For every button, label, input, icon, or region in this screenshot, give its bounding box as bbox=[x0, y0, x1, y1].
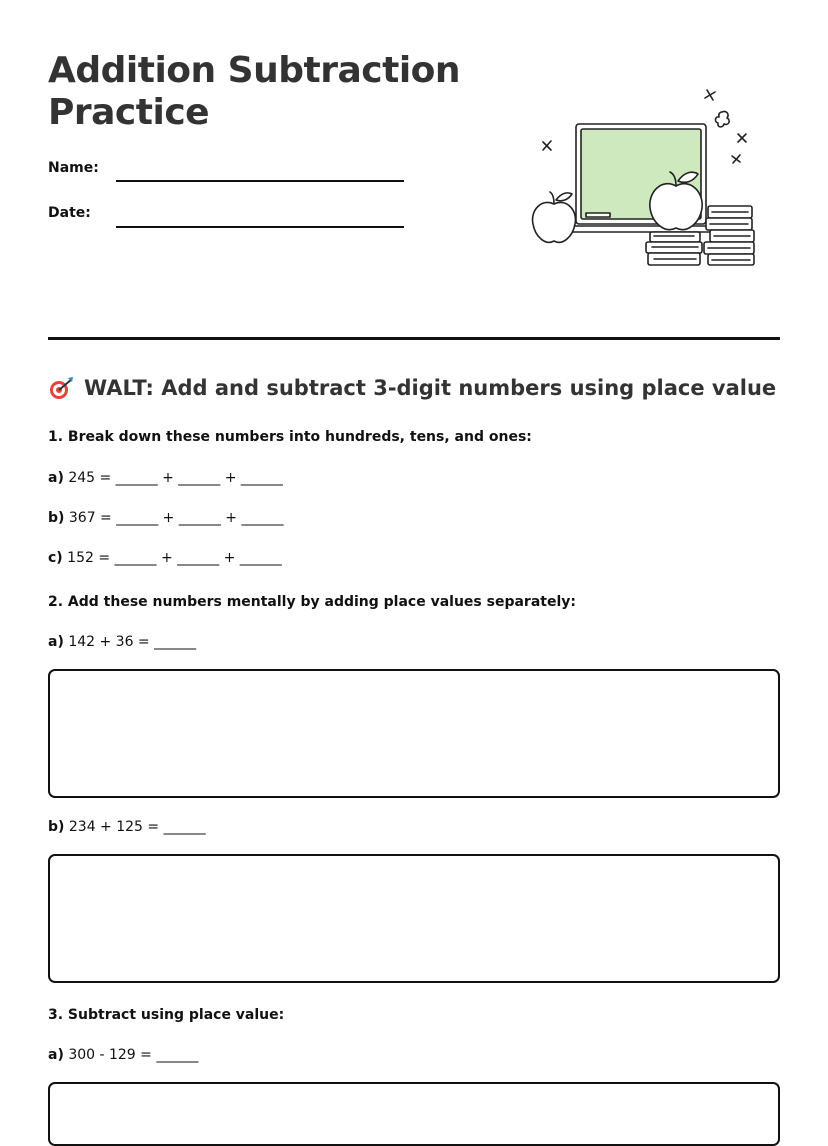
question-1-heading: 1. Break down these numbers into hundreds, tens, and ones: bbox=[48, 429, 532, 445]
classroom-illustration bbox=[526, 86, 762, 272]
item-letter: c) bbox=[48, 550, 63, 566]
question-3a bbox=[48, 1047, 198, 1063]
question-1c bbox=[48, 550, 282, 566]
question-1a bbox=[48, 470, 283, 486]
question-3-heading: 3. Subtract using place value: bbox=[48, 1007, 285, 1023]
books-icon bbox=[704, 206, 754, 265]
target-icon bbox=[48, 376, 76, 400]
question-2b bbox=[48, 819, 206, 835]
item-text[interactable]: 300 - 129 = ______ bbox=[68, 1047, 199, 1063]
item-letter: a) bbox=[48, 634, 64, 650]
books-icon bbox=[646, 232, 702, 265]
answer-box[interactable] bbox=[48, 1082, 780, 1146]
item-letter: b) bbox=[48, 510, 65, 526]
item-letter: b) bbox=[48, 819, 65, 835]
apple-icon bbox=[533, 192, 576, 242]
date-label: Date: bbox=[48, 205, 91, 221]
answer-box[interactable] bbox=[48, 669, 780, 798]
item-letter: a) bbox=[48, 470, 64, 486]
date-field[interactable] bbox=[116, 226, 404, 228]
item-text[interactable]: 152 = ______ + ______ + ______ bbox=[67, 550, 282, 566]
section-divider bbox=[48, 337, 780, 340]
question-2a bbox=[48, 634, 196, 650]
item-text[interactable]: 245 = ______ + ______ + ______ bbox=[68, 470, 283, 486]
question-1b bbox=[48, 510, 284, 526]
name-label: Name: bbox=[48, 160, 99, 176]
question-2-heading: 2. Add these numbers mentally by adding place values separately: bbox=[48, 594, 576, 610]
item-letter: a) bbox=[48, 1047, 64, 1063]
item-text[interactable]: 142 + 36 = ______ bbox=[68, 634, 197, 650]
worksheet-title: Addition Subtraction Practice bbox=[48, 50, 461, 133]
item-text[interactable]: 367 = ______ + ______ + ______ bbox=[68, 510, 284, 526]
name-field[interactable] bbox=[116, 180, 404, 182]
item-text[interactable]: 234 + 125 = ______ bbox=[68, 819, 206, 835]
walt-heading bbox=[48, 376, 776, 400]
answer-box[interactable] bbox=[48, 854, 780, 983]
walt-text: WALT: Add and subtract 3-digit numbers using place value bbox=[84, 376, 777, 400]
